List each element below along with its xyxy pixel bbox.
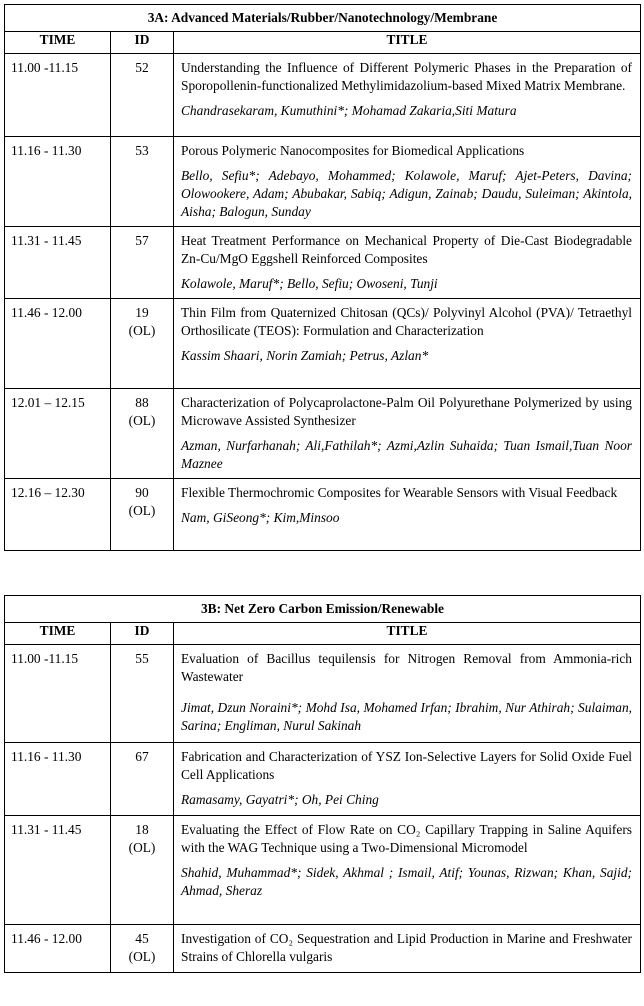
title-cell	[174, 645, 641, 743]
paper-authors: Bello, Sefiu*; Adebayo, Mohammed; Kolawole, Maruf; Ajet-Peters, Davina; Olowookere, Adam; Abubakar, Sabiq; Adigun, Zainab; Daudu, Suleiman; Akintola, Aisha; Balogun, Sunday	[181, 168, 632, 219]
time-cell: 12.16 – 12.30	[5, 479, 111, 551]
time-cell: 11.31 - 11.45	[5, 227, 111, 299]
paper-title: Fabrication and Characterization of YSZ Ion-Selective Layers for Solid Oxide Fuel Cell Applications	[181, 749, 632, 782]
paper-id: 19	[135, 305, 149, 320]
id-cell	[111, 299, 174, 389]
time-cell: 11.46 - 12.00	[5, 299, 111, 389]
time-cell: 11.00 -11.15	[5, 645, 111, 743]
time-cell: 11.31 - 11.45	[5, 816, 111, 925]
id-cell	[111, 54, 174, 137]
paper-title: Investigation of CO₂ Sequestration and Lipid Production in Marine and Freshwater Strains of Chlorella vulgaris	[181, 931, 632, 964]
paper-authors: Kolawole, Maruf*; Bello, Sefiu; Owoseni, Tunji	[181, 276, 438, 291]
table-row	[5, 925, 641, 973]
table-row	[5, 479, 641, 551]
paper-id: 57	[135, 233, 149, 248]
paper-title: Understanding the Influence of Different Polymeric Phases in the Preparation of Sporopollenin-functionalized Methylimidazolium-based Mixed Matrix Membrane.	[181, 60, 632, 93]
title-cell	[174, 816, 641, 925]
time-cell: 11.46 - 12.00	[5, 925, 111, 973]
header-row	[5, 623, 641, 645]
paper-id: 45	[135, 931, 149, 946]
id-cell	[111, 389, 174, 479]
section-title: 3A: Advanced Materials/Rubber/Nanotechnology/Membrane	[5, 5, 641, 32]
paper-title: Porous Polymeric Nanocomposites for Biomedical Applications	[181, 143, 525, 158]
title-cell	[174, 137, 641, 227]
section-title: 3B: Net Zero Carbon Emission/Renewable	[5, 596, 641, 623]
paper-authors: Chandrasekaram, Kumuthini*; Mohamad Zakaria,Siti Matura	[181, 103, 517, 118]
table-row	[5, 299, 641, 389]
title-cell	[174, 227, 641, 299]
time-cell: 11.00 -11.15	[5, 54, 111, 137]
title-cell	[174, 299, 641, 389]
table-row	[5, 816, 641, 925]
title-header: TITLE	[174, 32, 641, 54]
paper-authors: Nam, GiSeong*; Kim,Minsoo	[181, 510, 340, 525]
table-row	[5, 227, 641, 299]
paper-title: Characterization of Polycaprolactone-Palm Oil Polyurethane Polymerized by using Microwave Assisted Synthesizer	[181, 395, 632, 428]
id-header: ID	[111, 623, 174, 645]
id-header: ID	[111, 32, 174, 54]
online-tag: (OL)	[128, 413, 156, 428]
title-cell	[174, 925, 641, 973]
session-table-3a	[4, 4, 641, 551]
table-row	[5, 54, 641, 137]
time-header: TIME	[5, 623, 111, 645]
paper-title: Evaluating the Effect of Flow Rate on CO₂ Capillary Trapping in Saline Aquifers with the WAG Technique using a Two-Dimensional Micromodel	[181, 822, 632, 855]
id-cell	[111, 227, 174, 299]
paper-authors: Azman, Nurfarhanah; Ali,Fathilah*; Azmi,Azlin Suhaida; Tuan Ismail,Tuan Noor Maznee	[181, 438, 632, 471]
paper-authors: Jimat, Dzun Noraini*; Mohd Isa, Mohamed Irfan; Ibrahim, Nur Athirah; Sulaiman, Sarina; Engliman, Nurul Sakinah	[181, 700, 632, 733]
online-tag: (OL)	[128, 323, 156, 338]
title-header: TITLE	[174, 623, 641, 645]
id-cell	[111, 925, 174, 973]
title-cell	[174, 479, 641, 551]
paper-id: 53	[135, 143, 149, 158]
time-cell: 11.16 - 11.30	[5, 743, 111, 816]
id-cell	[111, 816, 174, 925]
paper-id: 67	[135, 749, 149, 764]
paper-id: 18	[135, 822, 149, 837]
paper-title: Evaluation of Bacillus tequilensis for Nitrogen Removal from Ammonia-rich Wastewater	[181, 651, 632, 684]
time-cell: 12.01 – 12.15	[5, 389, 111, 479]
online-tag: (OL)	[128, 840, 156, 855]
paper-title: Thin Film from Quaternized Chitosan (QCs)/ Polyvinyl Alcohol (PVA)/ Tetraethyl Orthosilicate (TEOS): Formulation and Characterization	[181, 305, 632, 338]
header-row	[5, 32, 641, 54]
id-cell	[111, 743, 174, 816]
paper-authors: Ramasamy, Gayatri*; Oh, Pei Ching	[181, 792, 379, 807]
online-tag: (OL)	[128, 949, 156, 964]
title-cell	[174, 389, 641, 479]
paper-id: 90	[135, 485, 149, 500]
table-row	[5, 137, 641, 227]
id-cell	[111, 137, 174, 227]
paper-id: 88	[135, 395, 149, 410]
title-cell	[174, 54, 641, 137]
paper-authors: Shahid, Muhammad*; Sidek, Akhmal ; Ismail, Atif; Younas, Rizwan; Khan, Sajid; Ahmad, Sheraz	[181, 865, 632, 898]
title-cell	[174, 743, 641, 816]
paper-title: Heat Treatment Performance on Mechanical Property of Die-Cast Biodegradable Zn-Cu/MgO Eggshell Reinforced Composites	[181, 233, 632, 266]
table-row	[5, 645, 641, 743]
online-tag: (OL)	[128, 503, 156, 518]
id-cell	[111, 645, 174, 743]
id-cell	[111, 479, 174, 551]
session-table-3b	[4, 595, 641, 973]
table-row	[5, 389, 641, 479]
paper-title: Flexible Thermochromic Composites for Wearable Sensors with Visual Feedback	[181, 485, 618, 500]
time-cell: 11.16 - 11.30	[5, 137, 111, 227]
paper-authors: Kassim Shaari, Norin Zamiah; Petrus, Azlan*	[181, 348, 429, 363]
table-row	[5, 743, 641, 816]
time-header: TIME	[5, 32, 111, 54]
paper-id: 55	[135, 651, 149, 666]
paper-id: 52	[135, 60, 149, 75]
